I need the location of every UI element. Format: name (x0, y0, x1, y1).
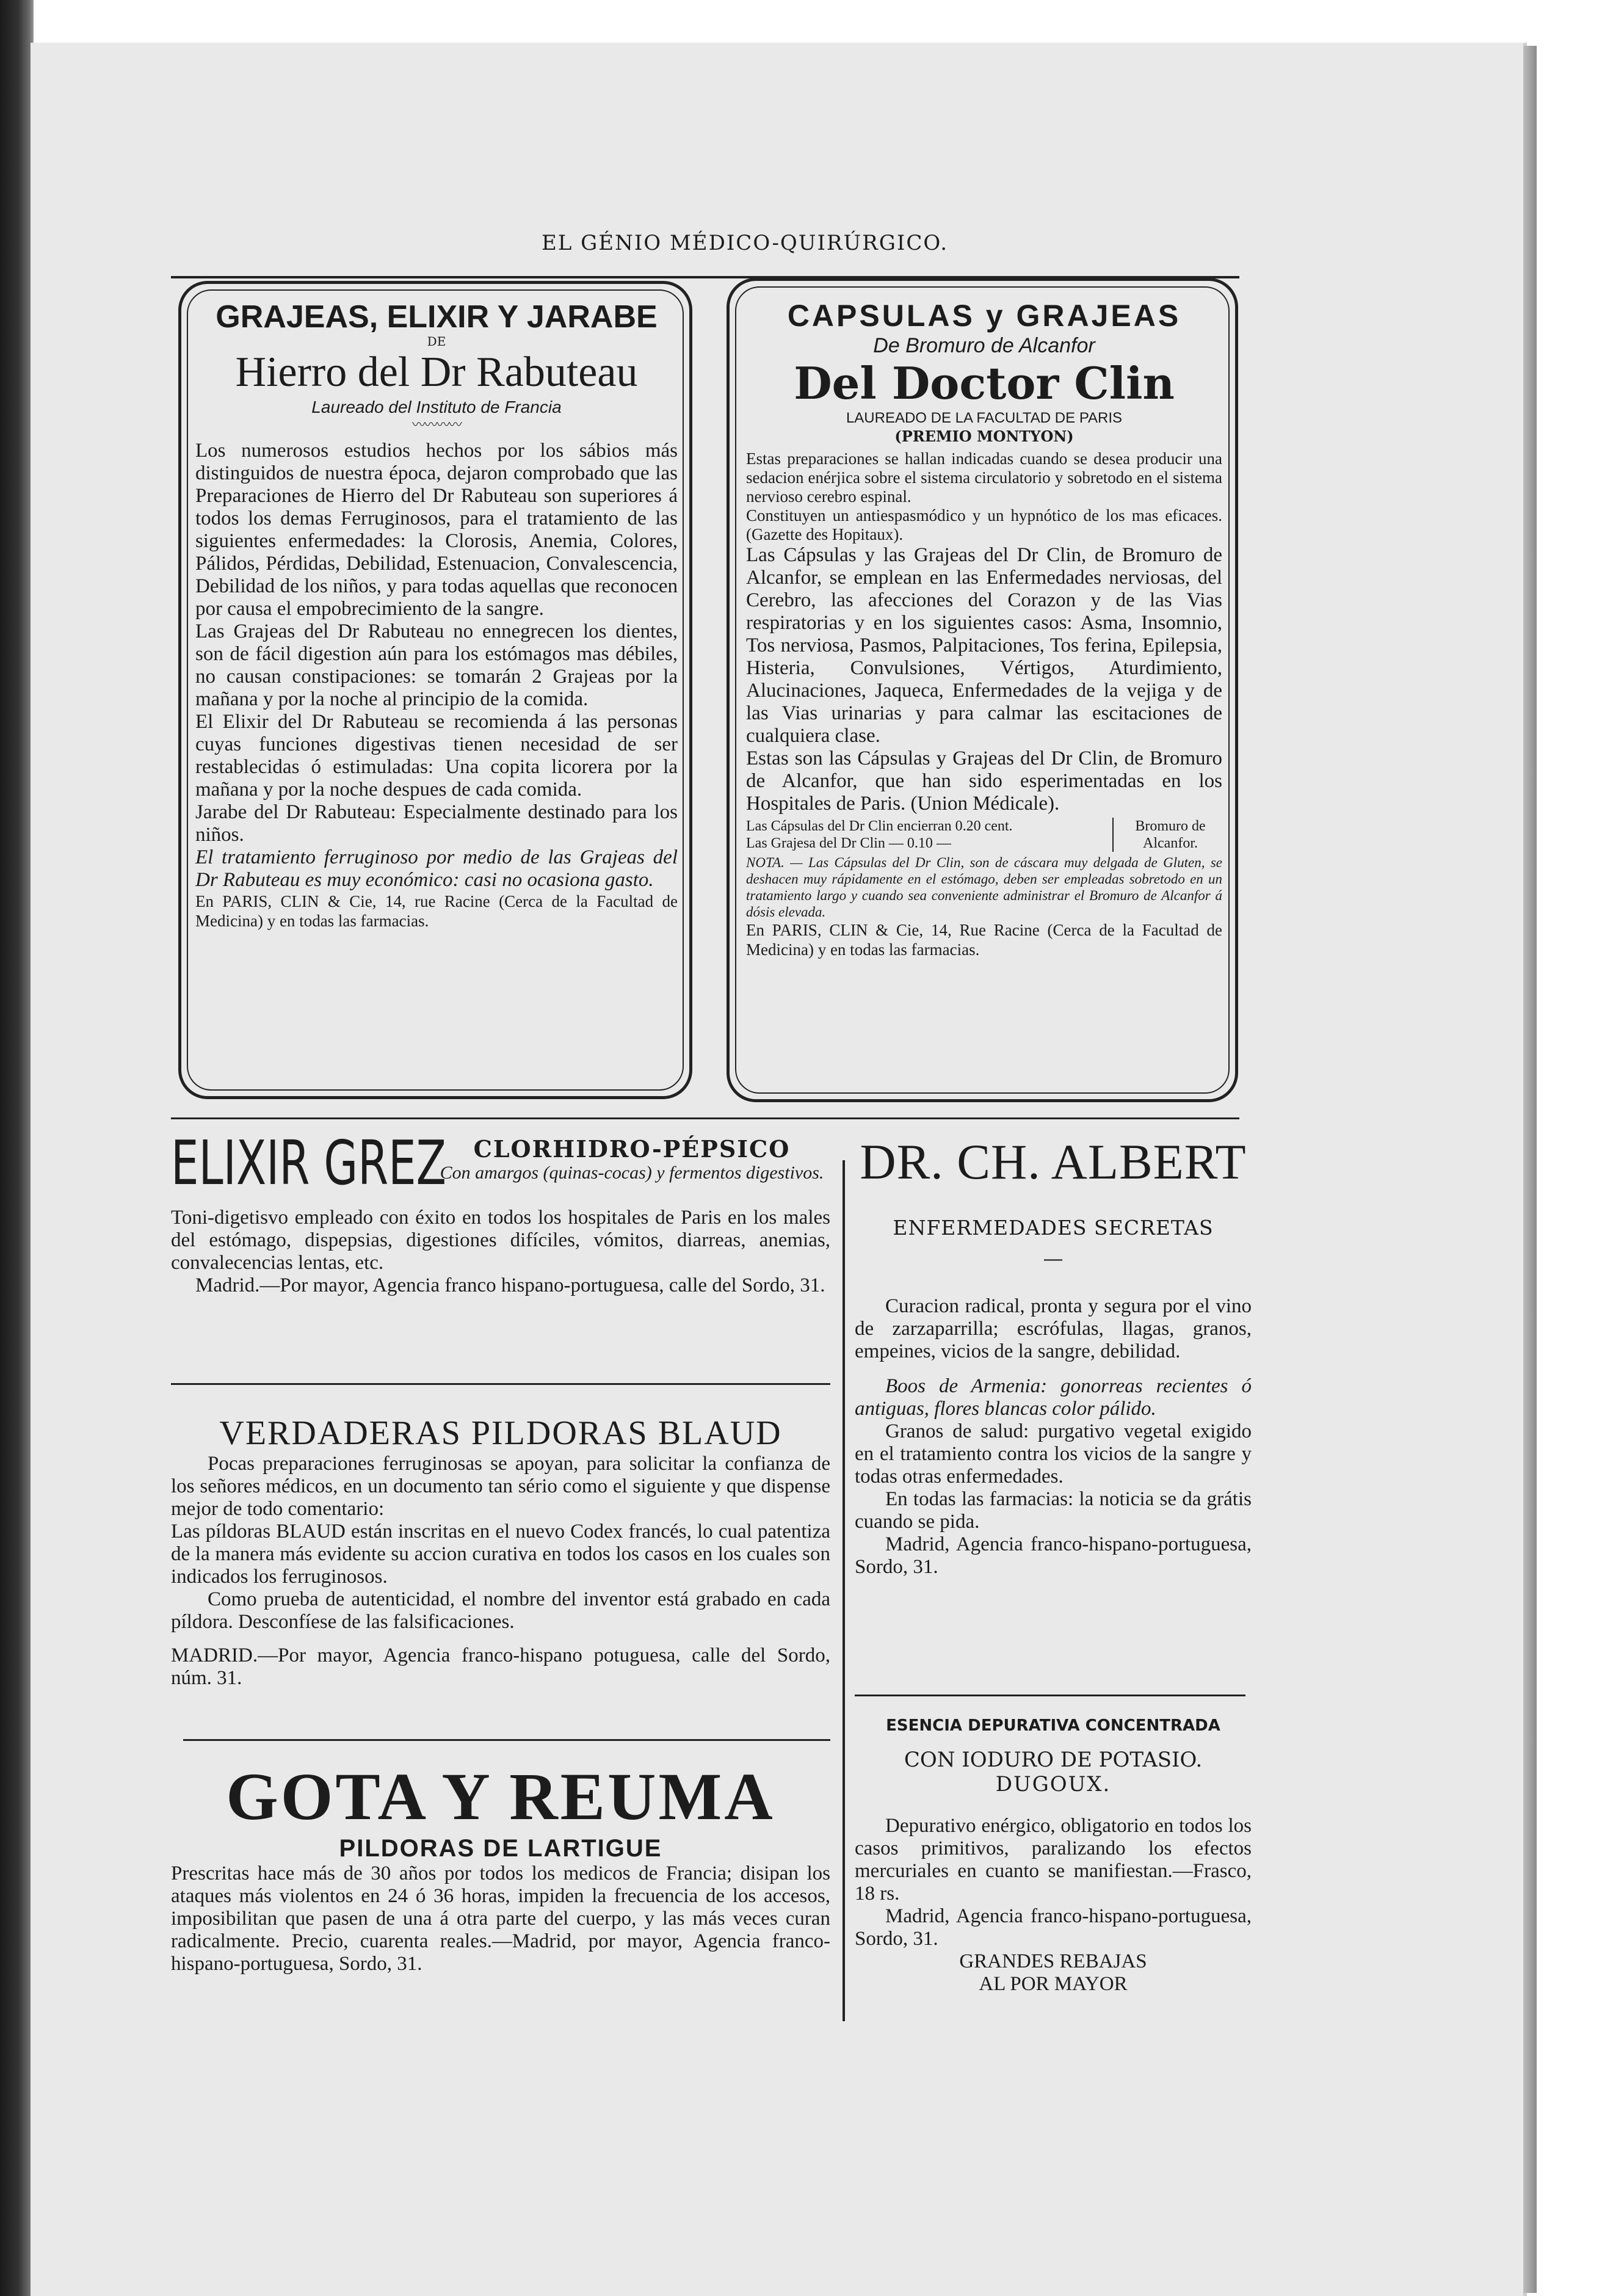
grez-para2: Madrid.—Por mayor, Agencia franco hispano-portuguesa, calle del Sordo, 31. (195, 1274, 825, 1296)
rabuteau-footer: En PARIS, CLIN & Cie, 14, rue Racine (Cerca de la Facultad de Medicina) y en todas las farmacias. (195, 892, 678, 930)
gota-subtitle: PILDORAS DE LARTIGUE (339, 1835, 662, 1862)
gota-para1: Prescritas hace más de 30 años por todos los medicos de Francia; disipan los ataques más violentos en 24 ó 36 horas, impiden la frecuencia de los accesos, imposibilitan que pasen de una á otra parte del cuerpo, y las más veces curan radicalmente. Precio, cuarenta reales.—Madrid, por mayor, Agencia franco-hispano-portuguesa, Sordo, 31. (171, 1862, 830, 1975)
clin-dose1: Las Cápsulas del Dr Clin encierran 0.20 cent. (746, 818, 1013, 834)
section-rule (171, 1117, 1239, 1119)
wavy-divider: 〰〰〰〰 (411, 418, 461, 433)
page-edge (1523, 46, 1537, 2293)
clin-laureate: LAUREADO DE LA FACULTAD DE PARIS (846, 410, 1123, 426)
blaud-para1: Pocas preparaciones ferruginosas se apoyan, para solicitar la confianza de los señores médicos, en un documento tan sério como el siguiente y que dispense mejor de todo comentario: (171, 1453, 830, 1520)
rabuteau-para1: Los numerosos estudios hechos por los sábios más distinguidos de nuestra época, dejaron comprobado que las Preparaciones de Hierro del Dr Rabuteau son superiores á todos los demas Ferruginosos, para el tratamiento de las siguientes enfermedades: la Clorosis, Anemia, Colores, Pálidos, Pérdidas, Debilidad, Estenuacion, Convalescencia, Debilidad de los niños, y para todas aquellas que reconocen por causa el empobrecimiento de la sangre. (195, 440, 678, 620)
column-rule (843, 1160, 845, 2021)
clin-subtitle1: De Bromuro de Alcanfor (873, 334, 1095, 357)
blaud-rule (183, 1739, 830, 1741)
running-header: EL GÉNIO MÉDICO-QUIRÚRGICO. (541, 231, 949, 255)
albert-subtitle: ENFERMEDADES SECRETAS (893, 1216, 1214, 1240)
rabuteau-title-line1: GRAJEAS, ELIXIR Y JARABE (216, 299, 658, 335)
rabuteau-title-main: Hierro del Dr Rabuteau (235, 349, 638, 396)
esencia-line3: DUGOUX. (995, 1772, 1111, 1796)
albert-para3: Granos de salud: purgativo vegetal exigido en el tratamiento contra los vicios de la sangre y todas otras enfermedades. (855, 1420, 1252, 1488)
grez-side (433, 1130, 830, 1183)
gota-title: GOTA Y REUMA (226, 1759, 775, 1834)
rabuteau-para2: Las Grajeas del Dr Rabuteau no ennegrecen los dientes, son de fácil digestion aún para los estómagos mas débiles, no causan constipaciones: se tomarán 2 Grajeas por la mañana y por la noche al principio de la comida. (195, 620, 678, 710)
rabuteau-para5: El tratamiento ferruginoso por medio de las Grajeas del Dr Rabuteau es muy económico: casi no ocasiona gasto. (195, 846, 678, 891)
clin-dose-lines (746, 818, 1112, 852)
grez-title: ELIXIR GREZ (171, 1127, 446, 1199)
grez-rule (171, 1383, 830, 1385)
albert-rule (855, 1695, 1245, 1696)
ad-rabuteau-content (195, 299, 678, 931)
esencia-title: ESENCIA DEPURATIVA CONCENTRADA (886, 1717, 1220, 1735)
clin-para1: Estas preparaciones se hallan indicadas cuando se desea producir una sedacion enérjica sobre el sistema circulatorio y sobretodo en el sistema nervioso cerebro espinal. (746, 449, 1222, 506)
albert-title: DR. CH. ALBERT (860, 1134, 1247, 1190)
rabuteau-subtitle: Laureado del Instituto de Francia (311, 398, 562, 416)
clin-title-line1: CAPSULAS y GRAJEAS (787, 299, 1181, 333)
clin-para3: Las Cápsulas y las Grajeas del Dr Clin, de Bromuro de Alcanfor, se emplean en las Enfermedades nerviosas, del Cerebro, las afecciones del Corazon y de las Vias respiratorias y en los siguientes casos: Asma, Insomnio, Tos nerviosa, Pasmos, Palpitaciones, Tos ferina, Epilepsia, Histeria, Convulsiones, Vértigos, Aturdimiento, Alucinaciones, Jaqueca, Enfermedades de la vejiga y de las Vias urinarias y para calmar las escitaciones de cualquiera clase. (746, 544, 1222, 747)
ad-esencia (855, 1716, 1252, 1996)
grez-side-title: CLORHIDRO-PÉPSICO (473, 1135, 791, 1163)
albert-para4: En todas las farmacias: la noticia se da grátis cuando se pida. (855, 1488, 1252, 1533)
albert-para2: Boos de Armenia: gonorreas recientes ó antiguas, flores blancas color pálido. (855, 1375, 1252, 1420)
blaud-para3: Como prueba de autenticidad, el nombre del inventor está grabado en cada píldora. Desconfíese de las falsificaciones. (171, 1588, 830, 1633)
clin-dose-note: Bromuro de Alcanfor. (1112, 818, 1222, 852)
ad-albert (855, 1133, 1252, 1579)
clin-dose-table (746, 818, 1222, 852)
esencia-para1: Depurativo enérgico, obligatorio en todos los casos primitivos, paralizando los efectos mercuriales en cuanto se manifiestan.—Frasco, 18 rs. (855, 1815, 1252, 1905)
clin-title-main: Del Doctor Clin (794, 357, 1175, 409)
book-binding (0, 0, 34, 2296)
clin-nota: NOTA. — Las Cápsulas del Dr Clin, son de cáscara muy delgada de Gluten, se deshacen muy rápidamente en el estómago, deben ser empleadas sobretodo en un tratamiento largo y cuando sea conveniente administrar el Bromuro de Alcanfor á dósis elevada. (746, 855, 1222, 920)
clin-footer: En PARIS, CLIN & Cie, 14, Rue Racine (Cerca de la Facultad de Medicina) y en todas las farmacias. (746, 921, 1222, 959)
blaud-title: VERDADERAS PILDORAS BLAUD (219, 1414, 782, 1452)
rabuteau-title-de: DE (427, 334, 446, 349)
albert-para1: Curacion radical, pronta y segura por el vino de zarzaparrilla; escrófulas, llagas, granos, empeines, vicios de la sangre, debilidad. (855, 1295, 1252, 1362)
rabuteau-para3: El Elixir del Dr Rabuteau se recomienda á las personas cuyas funciones digestivas tienen necesidad de ser restablecidas ó estimuladas: Una copita licorera por la mañana y por la noche despues de cada comida. (195, 711, 678, 801)
esencia-line-end1: GRANDES REBAJAS (959, 1950, 1147, 1972)
albert-dash: — (1043, 1246, 1064, 1270)
esencia-line2: CON IODURO DE POTASIO. (904, 1748, 1203, 1772)
esencia-para2: Madrid, Agencia franco-hispano-portuguesa, Sordo, 31. (855, 1905, 1252, 1950)
ad-grez (171, 1127, 830, 1297)
grez-header (171, 1127, 830, 1199)
clin-para4: Estas son las Cápsulas y Grajeas del Dr Clin, de Bromuro de Alcanfor, que han sido esperimentadas en los Hospitales de Paris. (Union Médicale). (746, 747, 1222, 815)
blaud-para2: Las píldoras BLAUD están inscritas en el nuevo Codex francés, lo cual patentiza de la manera más evidente su accion curativa en todos los casos en los cuales son indicados los ferruginosos. (171, 1520, 830, 1588)
ad-gota (171, 1759, 830, 1975)
ad-blaud (171, 1414, 830, 1690)
albert-para5: Madrid, Agencia franco-hispano-portuguesa, Sordo, 31. (855, 1533, 1252, 1578)
blaud-para4: MADRID.—Por mayor, Agencia franco-hispano potuguesa, calle del Sordo, núm. 31. (171, 1644, 830, 1689)
clin-prize: (PREMIO MONTYON) (894, 427, 1074, 445)
grez-para1: Toni-digetisvo empleado con éxito en todos los hospitales de Paris en los males del estómago, dispepsias, digestiones difíciles, vómitos, diarreas, anemias, convalecencias lentas, etc. (171, 1207, 830, 1274)
esencia-line-end2: AL POR MAYOR (979, 1973, 1128, 1995)
clin-para2: Constituyen un antiespasmódico y un hypnótico de los mas eficaces. (Gazette des Hopitaux). (746, 506, 1222, 543)
rabuteau-para4: Jarabe del Dr Rabuteau: Especialmente destinado para los niños. (195, 801, 678, 846)
ad-clin-content (746, 298, 1222, 959)
clin-dose2: Las Grajesa del Dr Clin — 0.10 — (746, 835, 951, 851)
grez-side-sub: Con amargos (quinas-cocas) y fermentos digestivos. (440, 1163, 824, 1183)
